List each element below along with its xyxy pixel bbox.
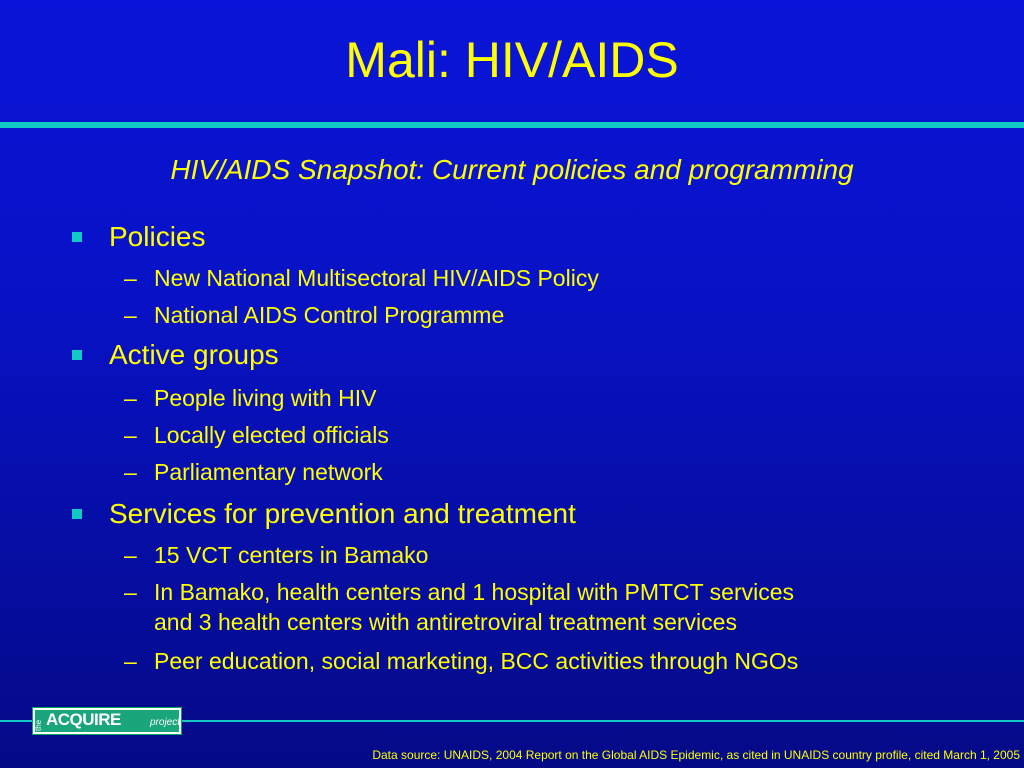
bullet-square-icon [72,509,82,519]
slide-subtitle: HIV/AIDS Snapshot: Current policies and programming [170,154,854,185]
list-item: Parliamentary network [154,459,383,485]
list-item: New National Multisectoral HIV/AIDS Policy [154,265,599,291]
title-divider [0,122,1024,128]
logo-name-text: ACQUIRE [46,710,121,729]
bullet-square-icon [72,350,82,360]
logo-the-text: the [34,719,43,731]
bullet-square-icon [72,232,82,242]
dash-marker: – [124,459,137,485]
list-item-continuation: and 3 health centers with antiretroviral treatment services [154,609,737,635]
list-item: 15 VCT centers in Bamako [154,542,429,568]
list-item: Peer education, social marketing, BCC activities through NGOs [154,648,799,674]
list-item: National AIDS Control Programme [154,302,505,328]
list-item: People living with HIV [154,385,377,411]
section-heading-policies: Policies [109,221,206,252]
list-item: In Bamako, health centers and 1 hospital with PMTCT services [154,579,795,605]
dash-marker: – [124,302,137,328]
section-heading-services: Services for prevention and treatment [109,498,576,529]
dash-marker: – [124,542,137,568]
dash-marker: – [124,385,137,411]
data-source-note: Data source: UNAIDS, 2004 Report on the Global AIDS Epidemic, as cited in UNAIDS country profile, cited March 1, 2005 [372,748,1020,762]
dash-marker: – [124,648,137,674]
slide-title: Mali: HIV/AIDS [345,32,679,88]
section-heading-active-groups: Active groups [109,339,279,370]
dash-marker: – [124,265,137,291]
dash-marker: – [124,579,137,605]
list-item: Locally elected officials [154,422,389,448]
dash-marker: – [124,422,137,448]
acquire-logo [32,707,182,735]
logo-suffix-text: project [150,717,181,728]
